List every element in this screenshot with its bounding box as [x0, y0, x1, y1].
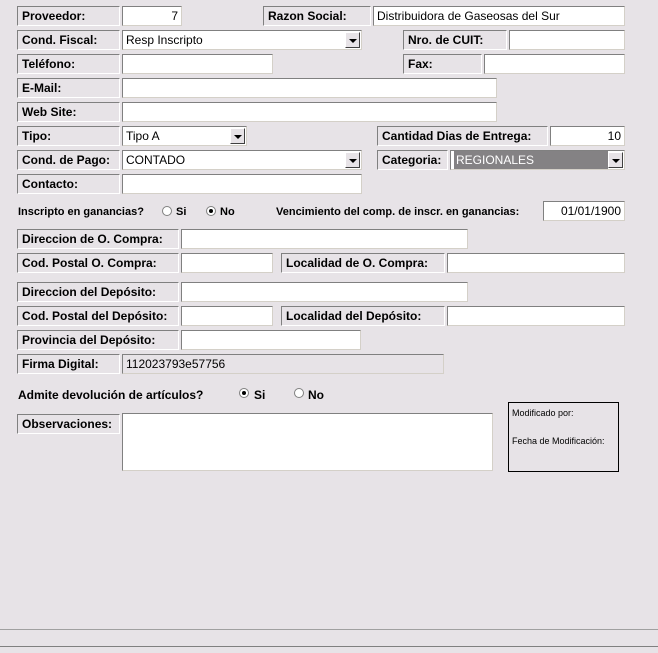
- website-field[interactable]: [122, 102, 497, 122]
- contacto-field[interactable]: [122, 174, 362, 194]
- prov-deposito-label: Provincia del Depósito:: [17, 330, 179, 350]
- telefono-field[interactable]: [122, 54, 273, 74]
- dias-entrega-field[interactable]: 10: [550, 126, 625, 146]
- cond-pago-select[interactable]: [122, 150, 362, 170]
- devolucion-no-label: No: [308, 388, 324, 402]
- dir-deposito-field[interactable]: [181, 282, 468, 302]
- fecha-modificacion-label: Fecha de Modificación:: [512, 436, 605, 446]
- ganancias-si-label: Si: [176, 206, 187, 218]
- telefono-label: Teléfono:: [17, 54, 120, 74]
- chevron-down-icon[interactable]: [345, 32, 360, 48]
- proveedor-field[interactable]: 7: [122, 6, 182, 26]
- cp-compra-field[interactable]: [181, 253, 273, 273]
- tipo-select[interactable]: [122, 126, 247, 146]
- chevron-down-icon[interactable]: [608, 152, 623, 168]
- prov-deposito-field[interactable]: [181, 330, 361, 350]
- loc-deposito-field[interactable]: [447, 306, 625, 326]
- cond-pago-label: Cond. de Pago:: [17, 150, 120, 170]
- cp-deposito-label: Cod. Postal del Depósito:: [17, 306, 179, 326]
- cp-compra-label: Cod. Postal O. Compra:: [17, 253, 179, 273]
- tipo-value: Tipo A: [126, 129, 160, 143]
- vencimiento-label: Vencimiento del comp. de inscr. en ganancias:: [276, 206, 520, 218]
- modificado-por-label: Modificado por:: [512, 408, 574, 418]
- loc-compra-field[interactable]: [447, 253, 625, 273]
- status-bar: [0, 629, 658, 653]
- ganancias-si-radio[interactable]: [162, 206, 172, 216]
- firma-field: 112023793e57756: [122, 354, 444, 374]
- cond-fiscal-select[interactable]: [122, 30, 362, 50]
- dir-deposito-label: Direccion del Depósito:: [17, 282, 179, 302]
- dir-compra-field[interactable]: [181, 229, 468, 249]
- observaciones-textarea[interactable]: [122, 413, 493, 471]
- categoria-label: Categoria:: [377, 150, 448, 170]
- categoria-value: REGIONALES: [454, 151, 608, 169]
- devolucion-no-radio[interactable]: [294, 388, 304, 398]
- fax-label: Fax:: [403, 54, 482, 74]
- cond-fiscal-value: Resp Inscripto: [126, 33, 203, 47]
- website-label: Web Site:: [17, 102, 120, 122]
- tipo-label: Tipo:: [17, 126, 120, 146]
- dias-entrega-label: Cantidad Dias de Entrega:: [377, 126, 548, 146]
- cond-fiscal-label: Cond. Fiscal:: [17, 30, 120, 50]
- razon-social-label: Razon Social:: [263, 6, 371, 26]
- ganancias-no-radio[interactable]: [206, 206, 216, 216]
- devolucion-si-label: Si: [254, 388, 266, 402]
- devolucion-label: Admite devolución de artículos?: [18, 388, 204, 402]
- cuit-field[interactable]: [509, 30, 625, 50]
- observaciones-label: Observaciones:: [17, 414, 120, 434]
- devolucion-si-radio[interactable]: [239, 388, 249, 398]
- contacto-label: Contacto:: [17, 174, 120, 194]
- vencimiento-field[interactable]: 01/01/1900: [543, 201, 625, 221]
- chevron-down-icon[interactable]: [345, 152, 360, 168]
- cuit-label: Nro. de CUIT:: [403, 30, 507, 50]
- dir-compra-label: Direccion de O. Compra:: [17, 229, 179, 249]
- email-field[interactable]: [122, 78, 497, 98]
- loc-compra-label: Localidad de O. Compra:: [281, 253, 445, 273]
- fax-field[interactable]: [484, 54, 625, 74]
- categoria-select[interactable]: [450, 150, 625, 170]
- cond-pago-value: CONTADO: [126, 153, 186, 167]
- status-divider: [0, 646, 658, 651]
- loc-deposito-label: Localidad del Depósito:: [281, 306, 445, 326]
- modification-info-box: [508, 402, 619, 472]
- firma-label: Firma Digital:: [17, 354, 120, 374]
- chevron-down-icon[interactable]: [230, 128, 245, 144]
- ganancias-no-label: No: [220, 206, 235, 218]
- cp-deposito-field[interactable]: [181, 306, 273, 326]
- proveedor-label: Proveedor:: [17, 6, 120, 26]
- email-label: E-Mail:: [17, 78, 120, 98]
- ganancias-label: Inscripto en ganancias?: [18, 206, 144, 218]
- razon-social-field[interactable]: Distribuidora de Gaseosas del Sur: [373, 6, 625, 26]
